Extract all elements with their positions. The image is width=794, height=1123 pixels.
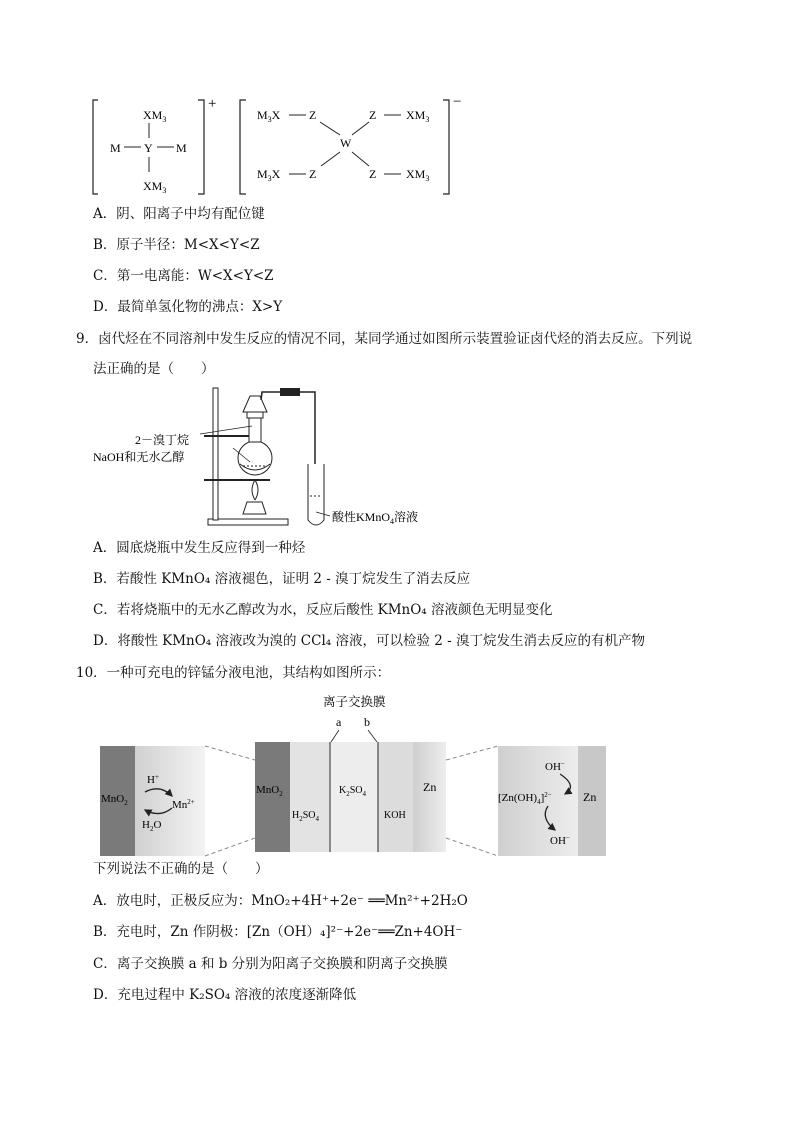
q10-stem: 10．一种可充电的锌锰分液电池，其结构如图所示： xyxy=(76,665,391,681)
k2so4-label: $K_2SO_4$ xyxy=(339,785,367,798)
right-oh-bottom: OH− xyxy=(550,834,570,847)
anion-center: W xyxy=(340,136,352,150)
membrane-b-label: b xyxy=(364,715,370,729)
q10-option-a: A．放电时，正极反应为：MnO₂+4H⁺+2e⁻ ══Mn²⁺+2H₂O xyxy=(93,893,468,909)
label-kmno4: 酸性KMnO$_4$溶液 xyxy=(332,510,419,526)
left-h-plus: H+ xyxy=(147,773,159,786)
cation-bottom: $XM_3$ xyxy=(143,179,167,195)
q8-structure-figure xyxy=(0,0,794,200)
label-naoh-ethanol: NaOH和无水乙醇 xyxy=(93,450,185,464)
q9-apparatus-figure xyxy=(0,380,794,530)
left-mno2: MnO$_2$ xyxy=(101,793,128,807)
left-h2o: $H_2O$ xyxy=(142,819,162,833)
anion-z4: Z xyxy=(369,167,377,181)
membrane-title: 离子交换膜 xyxy=(323,695,386,709)
q8-option-d: D．最简单氢化物的沸点：X>Y xyxy=(93,299,283,315)
q10-option-b: B．充电时，Zn 作阴极：[Zn（OH）₄]²⁻+2e⁻══Zn+4OH⁻ xyxy=(93,924,463,940)
anion-tr: $XM_3$ xyxy=(406,108,430,124)
q9-option-a: A．圆底烧瓶中发生反应得到一种烃 xyxy=(93,540,306,556)
left-mn2plus: $Mn^{2+}$ xyxy=(172,798,195,811)
q8-option-c: C．第一电离能：W<X<Y<Z xyxy=(93,268,274,284)
q10-option-c: C．离子交换膜 a 和 b 分别为阳离子交换膜和阴离子交换膜 xyxy=(93,956,448,972)
q8-option-b: B．原子半径：M<X<Y<Z xyxy=(93,237,260,253)
q9-option-b: B．若酸性 KMnO₄ 溶液褪色，证明 2 - 溴丁烷发生了消去反应 xyxy=(93,571,471,587)
q10-option-d: D．充电过程中 K₂SO₄ 溶液的浓度逐渐降低 xyxy=(93,987,357,1003)
anion-charge: − xyxy=(453,94,462,110)
anion-z3: Z xyxy=(309,167,317,181)
right-zn-complex: $[Zn(OH)_4]^{2-}$ xyxy=(498,791,552,806)
membrane-a-label: a xyxy=(336,715,342,729)
anion-br: $XM_3$ xyxy=(406,167,430,183)
q9-option-c: C．若将烧瓶中的无水乙醇改为水，反应后酸性 KMnO₄ 溶液颜色无明显变化 xyxy=(93,602,553,618)
q9-stem-line2: 法正确的是（ ） xyxy=(93,361,215,377)
anion-z1: Z xyxy=(309,108,317,122)
cation-center: Y xyxy=(144,141,153,155)
koh-label: KOH xyxy=(384,810,406,821)
label-2-bromobutane: 2－溴丁烷 xyxy=(135,433,190,447)
anion-tl: $M_3X$ xyxy=(257,108,281,124)
right-oh-top: OH− xyxy=(545,760,565,773)
anion-z2: Z xyxy=(369,108,377,122)
q8-option-a: A．阴、阳离子中均有配位键 xyxy=(93,206,265,222)
anion-bl: $M_3X$ xyxy=(257,167,281,183)
q9-option-d: D．将酸性 KMnO₄ 溶液改为溴的 CCl₄ 溶液，可以检验 2 - 溴丁烷发生消去反应的有机产物 xyxy=(93,633,645,649)
center-zn: Zn xyxy=(423,780,437,794)
cation-right: M xyxy=(176,141,187,155)
q10-battery-figure xyxy=(0,688,794,863)
cation-left: M xyxy=(110,141,121,155)
right-zn: Zn xyxy=(583,790,597,804)
cation-charge: + xyxy=(208,96,217,112)
center-mno2: MnO$_2$ xyxy=(256,784,283,798)
cation-top: $XM_3$ xyxy=(143,108,167,124)
h2so4-label: $H_2SO_4$ xyxy=(292,810,320,823)
q9-stem-line1: 9．卤代烃在不同溶剂中发生反应的情况不同，某同学通过如图所示装置验证卤代烃的消去反应。下列说 xyxy=(76,331,693,347)
q10-question: 下列说法不正确的是（ ） xyxy=(93,861,269,877)
